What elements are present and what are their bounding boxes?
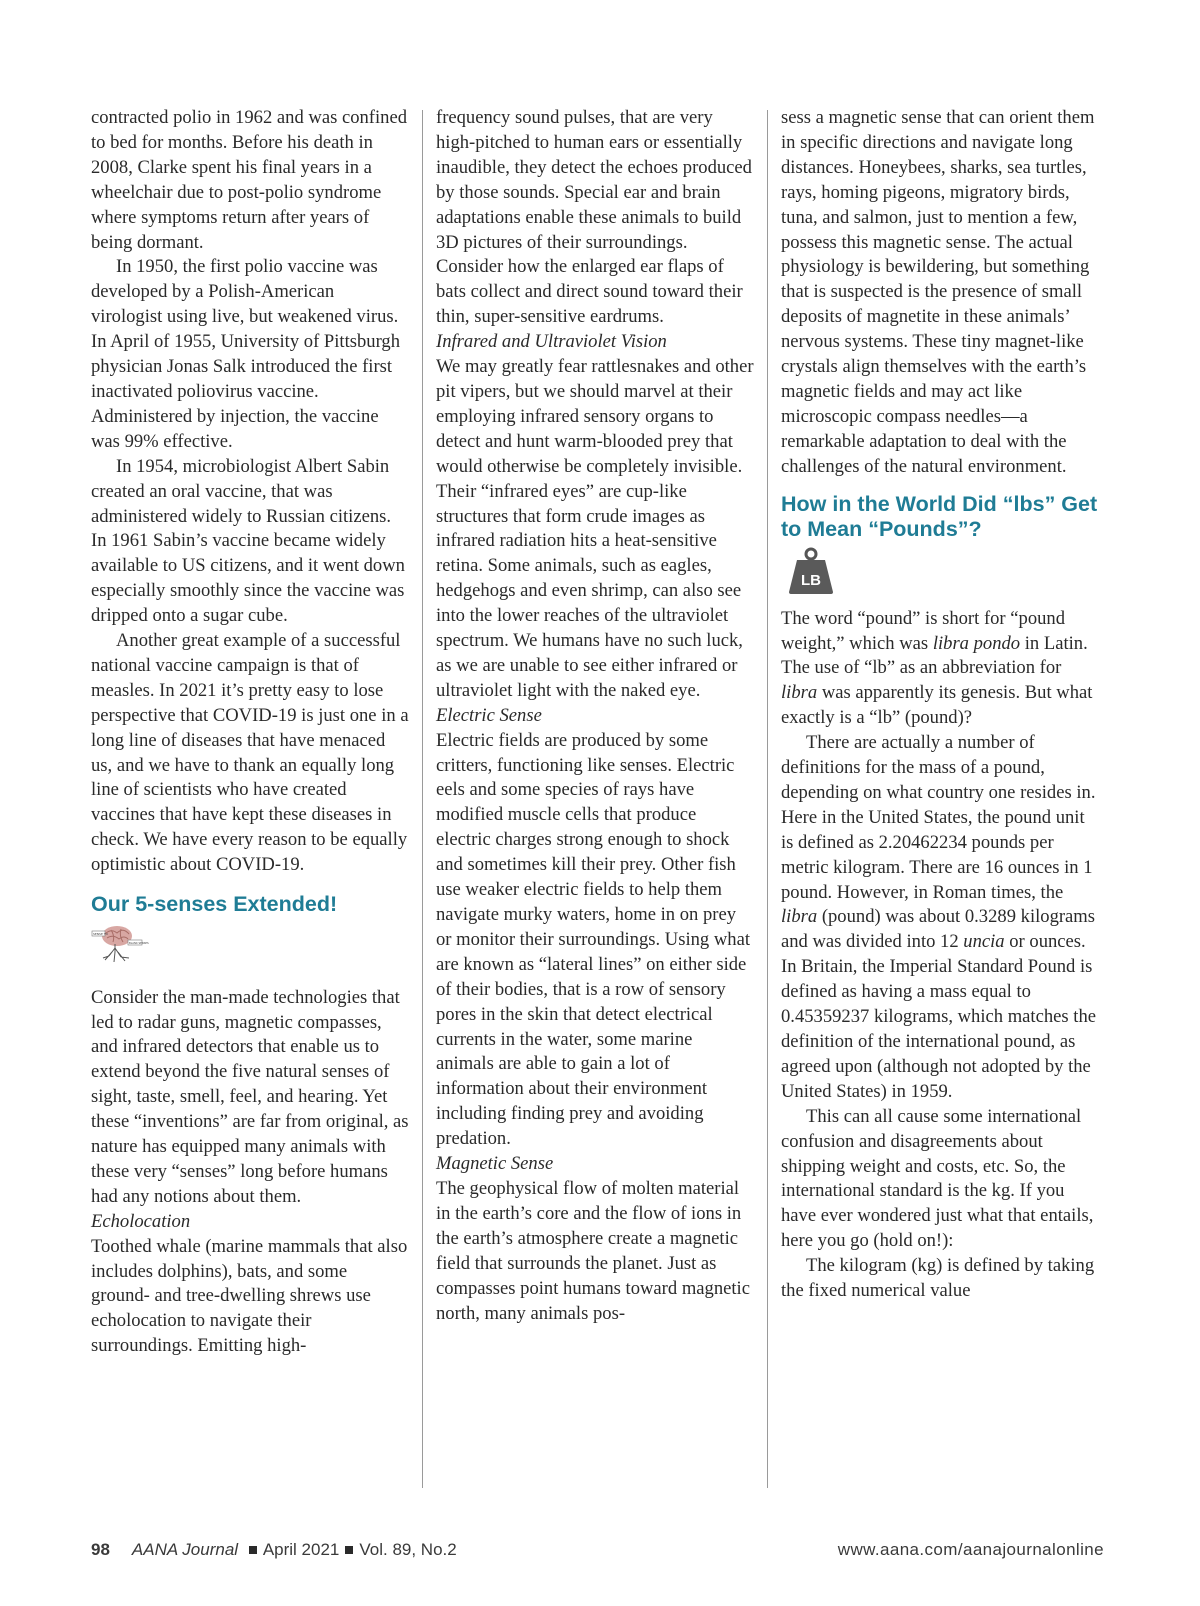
footer-citation [91,1540,457,1560]
brain-label-left: SENSE TO [93,931,108,936]
column-3 [781,106,1099,1491]
paragraph: The kilogram (kg) is defined by taking the fixed numerical value [781,1255,1095,1302]
paragraph: In 1954, microbiologist Albert Sabin created an oral vaccine, that was administered widely to Russian citizens. In 1961 Sabin’s vaccine became widely available to US citizens, and it went down especially smoothly since the vaccine was dripped onto a sugar cube. [91,455,405,627]
paragraph: Toothed whale (marine mammals that also includes dolphins), bats, and some ground- and tree-dwelling shrews use echolocation to navigate their surroundings. Emitting high- [91,1235,408,1357]
journal-name: AANA Journal [131,1540,239,1559]
paragraph: In 1950, the first polio vaccine was developed by a Polish-American virologist using live, but weakened virus. In April of 1955, University of Pittsburgh physician Jonas Salk introduced the first inactivated poliovirus vaccine. Administered by injection, the vaccine was 99% effective. [91,256,401,452]
paragraph: The word “pound” is short for “pound weight,” which was libra pondo in Latin. The use of “lb” as an abbreviation for libra was apparently its genesis. But what exactly is a “lb” (pound)? [781,607,1093,729]
section-heading-senses: Our 5-senses Extended! [91,892,338,917]
weight-illustration [786,547,836,595]
brain-label-right: BLANK SENSES [129,941,149,945]
volume: Vol. 89, No.2 [359,1540,457,1559]
page-number: 98 [91,1540,110,1559]
subheading-echolocation: Echolocation [91,1210,191,1232]
brain-icon [91,922,149,964]
paragraph: The geophysical flow of molten material in the earth’s core and the flow of ions in the earth’s atmosphere create a magnetic field that surrounds the planet. Just as compasses point humans toward magnetic north, many animals pos- [436,1177,750,1324]
page-footer [91,1540,1104,1564]
paragraph: We may greatly fear rattlesnakes and other pit vipers, but we should marvel at their employing infrared sensory organs to detect and hunt warm-blooded prey that would otherwise be completely invisible. Their “infrared eyes” are cup-like structures that form crude images as infrared radiation hits a heat-sensitive retina. Some animals, such as eagles, hedgehogs and even shrimp, can also see into the lower reaches of the ultraviolet spectrum. We humans have no such luck, as we are unable to see either infrared or ultraviolet light with the naked eye. [436,356,754,701]
weight-icon [786,547,836,595]
column-divider-2 [767,110,768,1488]
subheading-electric-sense: Electric Sense [436,704,542,726]
weight-label: LB [801,571,821,589]
paragraph: sess a magnetic sense that can orient them in specific directions and navigate long distances. Honeybees, sharks, sea turtles, rays, homing pigeons, migratory birds, tuna, and salmon, just to mention a few, possess this magnetic sense. The actual physiology is bewildering, but something that is suspected is the presence of small deposits of magnetite in these animals’ nervous systems. These tiny magnet-like crystals align themselves with the earth’s magnetic fields and may act like microscopic compass needles—a remarkable adaptation to deal with the challenges of the natural environment. [781,107,1095,477]
paragraph: There are actually a number of definitions for the mass of a pound, depending on what country one resides in. Here in the United States, the pound unit is defined as 2.20462234 pounds per metric kilogram. There are 16 ounces in 1 pound. However, in Roman times, the libra (pound) was about 0.3289 kilograms and was divided into 12 uncia or ounces. In Britain, the Imperial Standard Pound is defined as having a mass equal to 0.45359237 kilograms, which matches the definition of the international pound, as agreed upon (although not adopted by the United States) in 1959. [781,732,1097,1102]
paragraph: Consider the man-made technologies that led to radar guns, magnetic compasses, and infrared detectors that enable us to extend beyond the five natural senses of sight, taste, smell, feel, and hearing. Yet these “inventions” are far from original, as nature has equipped many animals with these very “senses” long before humans had any notions about them. [91,986,409,1207]
paragraph: contracted polio in 1962 and was confined to bed for months. Before his death in 2008, Clarke spent his final years in a wheelchair due to post-polio syndrome where symptoms return after years of being dormant. [91,107,408,253]
footer-url[interactable]: www.aana.com/aanajournalonline [837,1540,1104,1559]
paragraph: Electric fields are produced by some critters, functioning like senses. Electric eels and some species of rays have modified muscle cells that produce electric charges strong enough to shock and sometimes kill their prey. Other fish use weaker electric fields to help them navigate murky waters, home in on prey or monitor their surroundings. Using what are known as “lateral lines” on either side of their bodies, that is a row of sensory pores in the skin that detect electrical currents in the water, some marine animals are able to gain a lot of information about their environment including finding prey and avoiding predation. [436,729,750,1150]
paragraph: frequency sound pulses, that are very high-pitched to human ears or essentially inaudible, they detect the echoes produced by those sounds. Special ear and brain adaptations enable these animals to build 3D pictures of their surroundings. Consider how the enlarged ear flaps of bats collect and direct sound toward their thin, super-sensitive eardrums. [436,107,752,328]
paragraph: Another great example of a successful national vaccine campaign is that of measles. In 2021 it’s pretty easy to lose perspective that COVID-19 is just one in a long line of diseases that have menaced us, and we have to thank an equally long line of scientists who have created vaccines that have kept these diseases in check. We have every reason to be equally optimistic about COVID-19. [91,630,409,876]
section-heading-lbs: How in the World Did “lbs” Get to Mean “Pounds”? [781,491,1098,542]
issue-date: April 2021 [262,1540,340,1559]
column-1 [91,106,409,1491]
column-divider-1 [422,110,423,1488]
separator-square [249,1546,257,1554]
subheading-magnetic-sense: Magnetic Sense [436,1153,554,1175]
paragraph: This can all cause some international confusion and disagreements about shipping weight and costs, etc. So, the international standard is the kg. If you have ever wondered just what that entails, here you go (hold on!): [781,1105,1094,1252]
brain-illustration [91,922,149,964]
separator-square [345,1546,353,1554]
column-2 [436,106,754,1491]
subheading-infrared: Infrared and Ultraviolet Vision [436,331,667,353]
